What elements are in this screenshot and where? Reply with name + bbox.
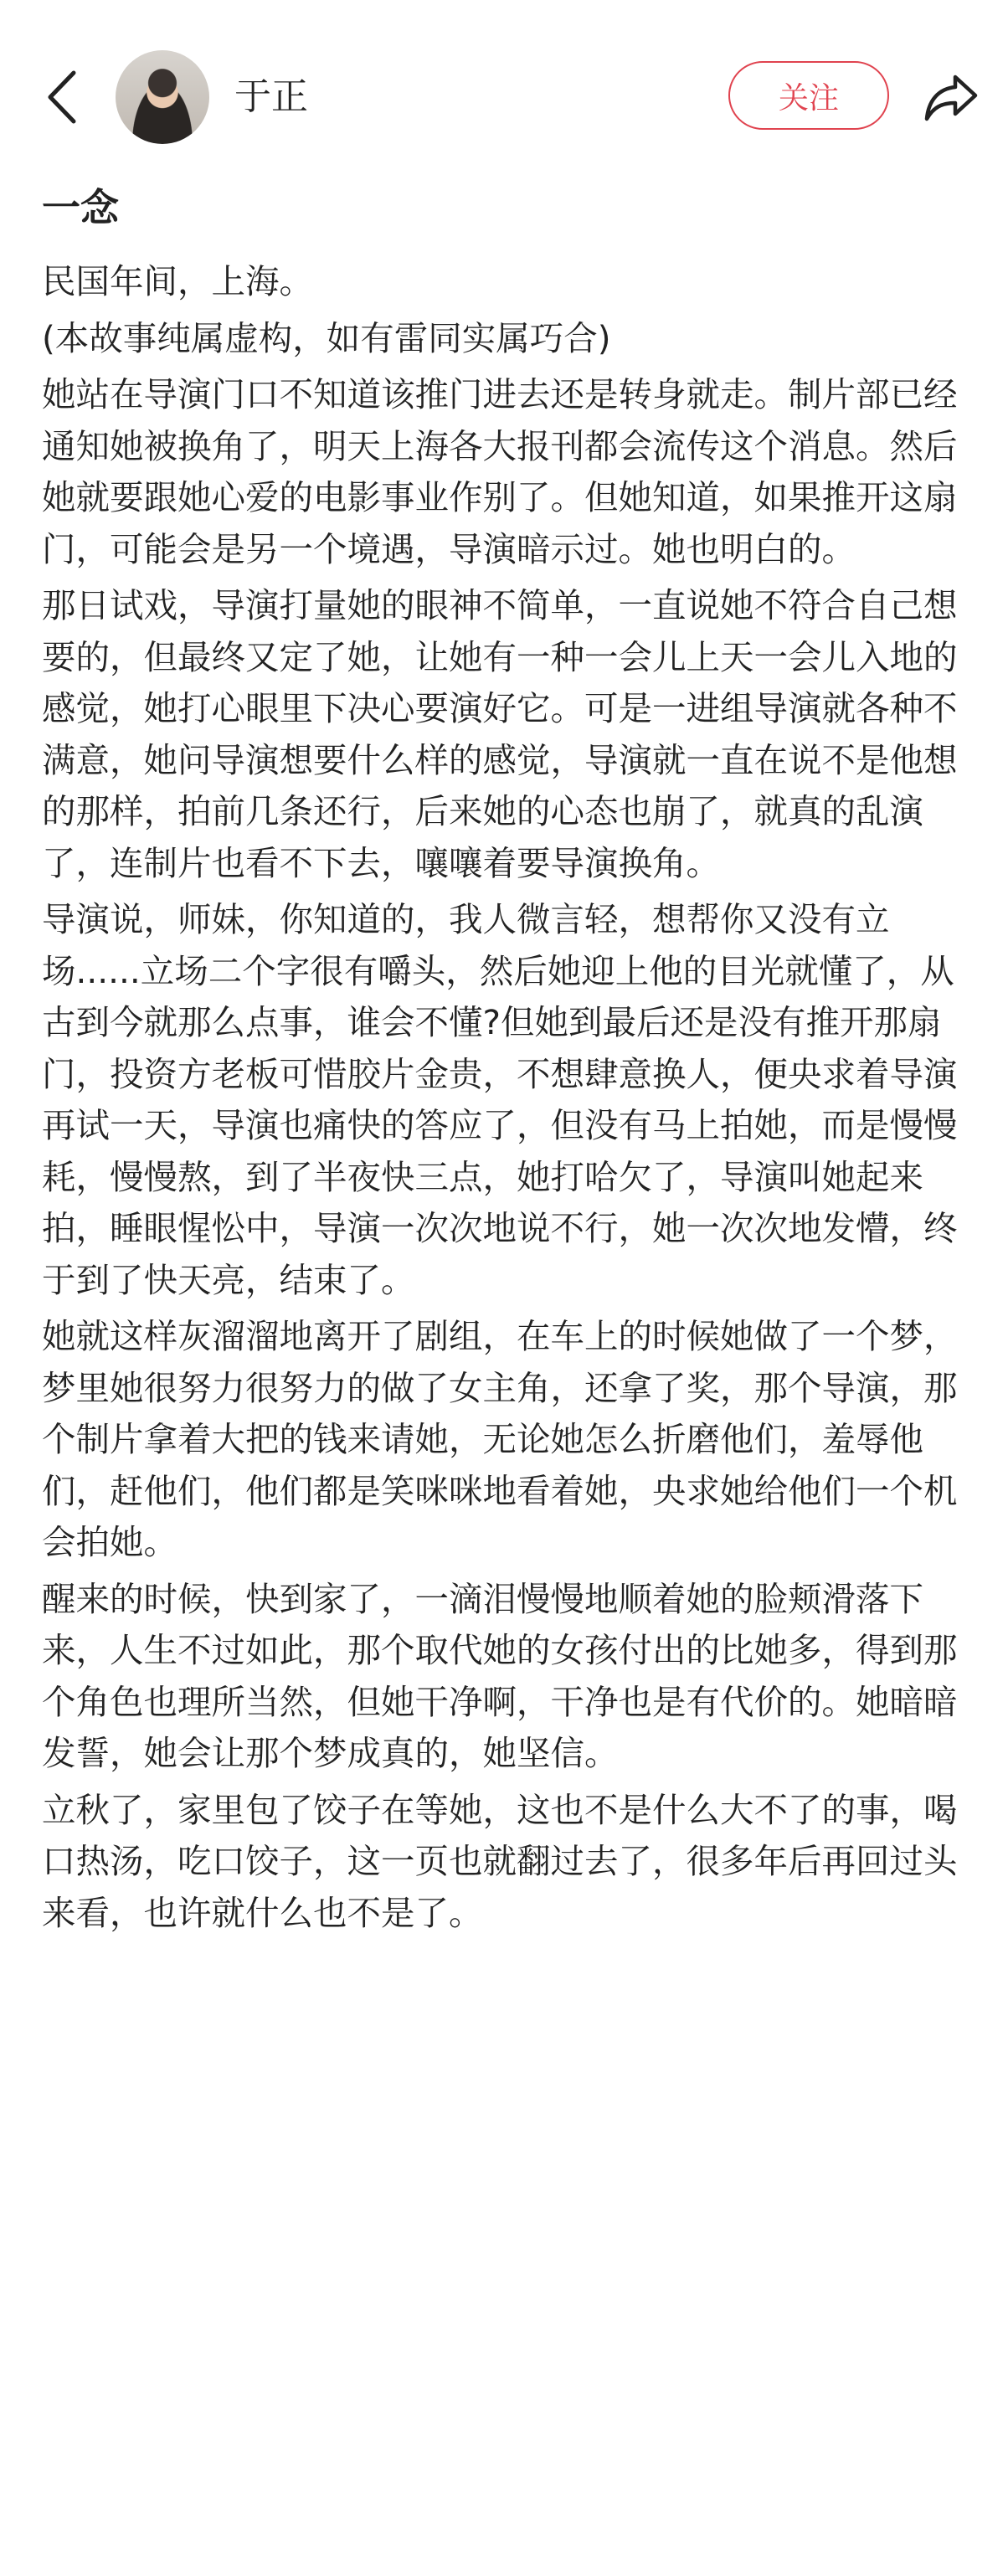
article-title: 一念 — [42, 185, 119, 230]
back-chevron-icon — [47, 69, 77, 125]
follow-button-label: 关注 — [778, 80, 839, 116]
article-header — [0, 0, 1008, 193]
article-paragraph: 导演说，师妹，你知道的，我人微言轻，想帮你又没有立场......立场二个字很有嚼头，然后她迎上他的目光就懂了，从古到今就那么点事，谁会不懂?但她到最后还是没有推开那扇门，投资方老板可惜胶片金贵，不想肆意换人，便央求着导演再试一天，导演也痛快的答应了，但没有马上拍她，而是慢慢耗，慢慢熬，到了半夜快三点，她打哈欠了，导演叫她起来拍，睡眼惺忪中，导演一次次地说不行，她一次次地发懵，终于到了快天亮，结束了。 — [42, 899, 958, 1300]
follow-button[interactable] — [728, 61, 889, 130]
article-paragraph: 醒来的时候，快到家了，一滴泪慢慢地顺着她的脸颊滑落下来，人生不过如此，那个取代她的女孩付出的比她多，得到那个角色也理所当然，但她干净啊，干净也是有代价的。她暗暗发誓，她会让那个梦成真的，她坚信。 — [42, 1578, 958, 1773]
back-button[interactable] — [37, 65, 87, 129]
article-paragraph: (本故事纯属虚构，如有雷同实属巧合) — [42, 317, 611, 358]
article-paragraph: 立秋了，家里包了饺子在等她，这也不是什么大不了的事，喝口热汤，吃口饺子，这一页也就翻过去了，很多年后再回过头来看，也许就什么也不是了。 — [42, 1789, 958, 1933]
article-paragraph: 她就这样灰溜溜地离开了剧组，在车上的时候她做了一个梦，梦里她很努力很努力的做了女主角，还拿了奖，那个导演，那个制片拿着大把的钱来请她，无论她怎么折磨他们，羞辱他们，赶他们，他们都是笑咪咪地看着她，央求她给他们一个机会拍她。 — [42, 1316, 958, 1562]
share-arrow-icon — [923, 72, 979, 122]
article-body — [42, 256, 978, 1944]
author-avatar[interactable] — [116, 50, 209, 144]
author-name[interactable]: 于正 — [234, 75, 308, 118]
share-button[interactable] — [921, 67, 981, 127]
article-paragraph: 她站在导演门口不知道该推门进去还是转身就走。制片部已经通知她被换角了，明天上海各大报刊都会流传这个消息。然后她就要跟她心爱的电影事业作别了。但她知道，如果推开这扇门，可能会是另一个境遇，导演暗示过。她也明白的。 — [42, 374, 958, 569]
article-paragraph: 那日试戏，导演打量她的眼神不简单，一直说她不符合自己想要的，但最终又定了她，让她有一种一会儿上天一会儿入地的感觉，她打心眼里下决心要演好它。可是一进组导演就各种不满意，她问导演想要什么样的感觉，导演就一直在说不是他想的那样，拍前几条还行，后来她的心态也崩了，就真的乱演了，连制片也看不下去，嚷嚷着要导演换角。 — [42, 585, 958, 883]
article-paragraph: 民国年间，上海。 — [42, 261, 313, 301]
